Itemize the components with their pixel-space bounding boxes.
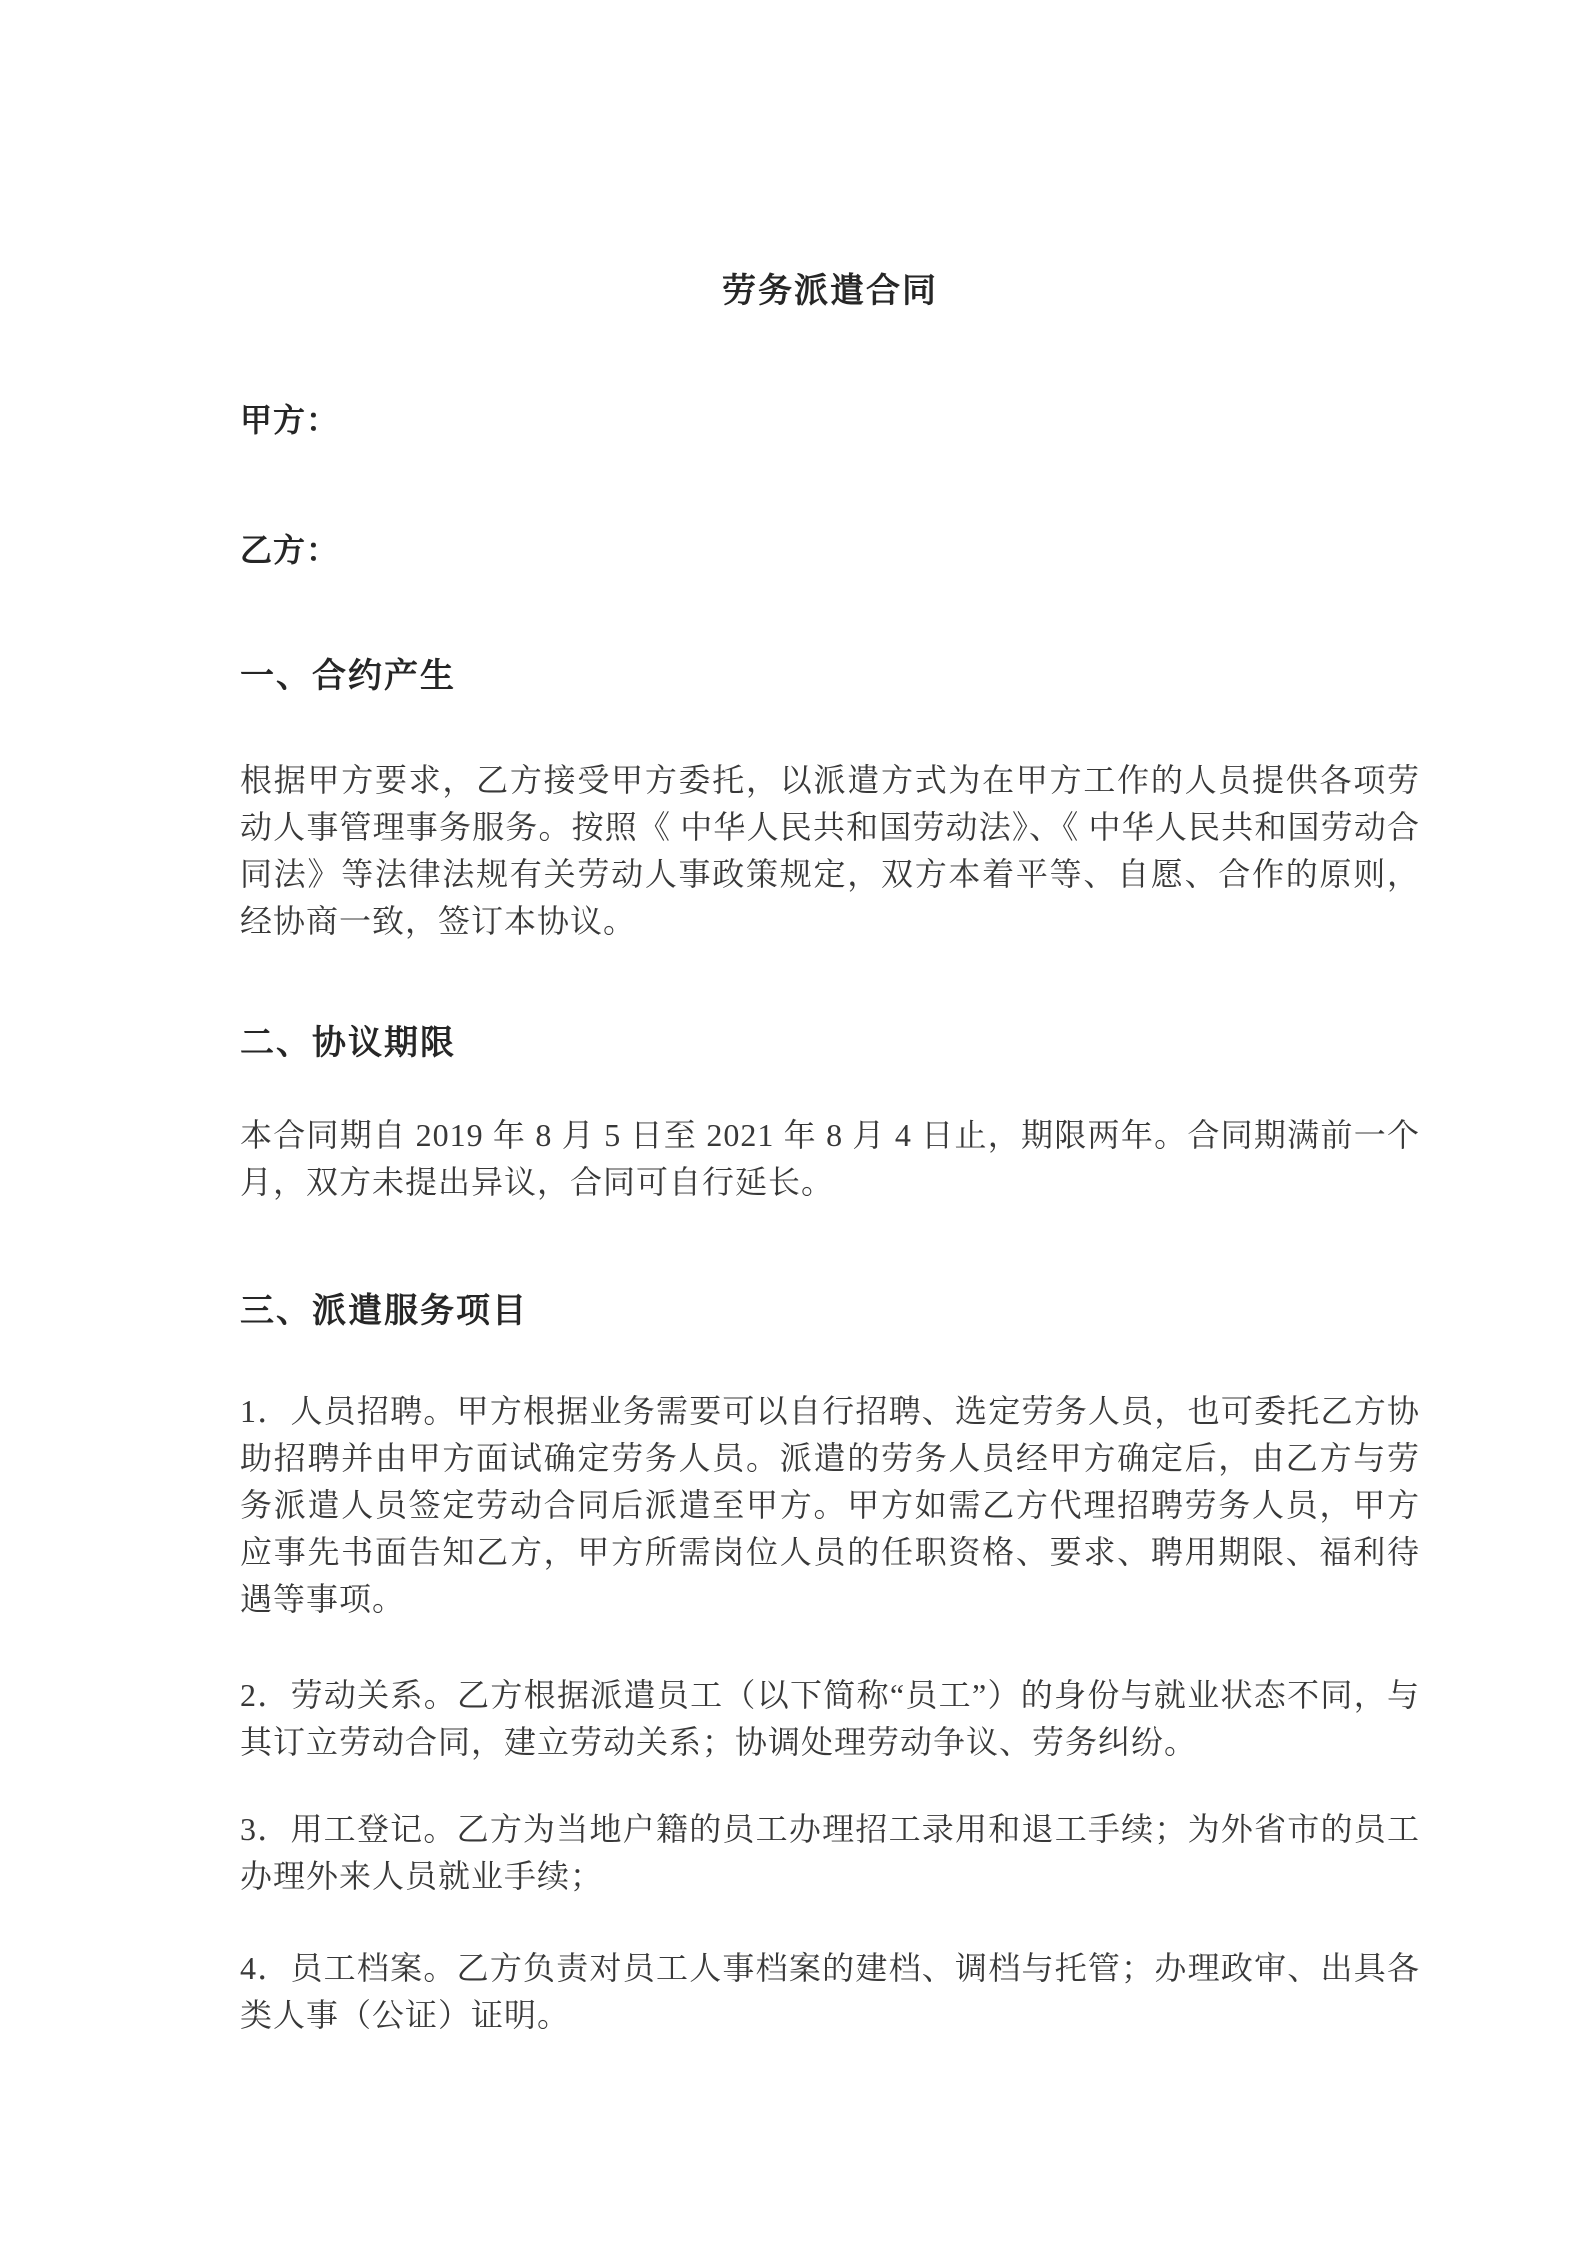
paragraph-item-labor-relations: 2．劳动关系。乙方根据派遣员工（以下简称“员工”）的身份与就业状态不同，与其订立劳动合同，建立劳动关系；协调处理劳动争议、劳务纠纷。 bbox=[240, 1677, 1420, 1760]
paragraph-item-recruitment: 1．人员招聘。甲方根据业务需要可以自行招聘、选定劳务人员，也可委托乙方协助招聘并由甲方面试确定劳务人员。派遣的劳务人员经甲方确定后，由乙方与劳务派遣人员签定劳动合同后派遣至甲方。甲方如需乙方代理招聘劳务人员，甲方应事先书面告知乙方，甲方所需岗位人员的任职资格、要求、聘用期限、福利待遇等事项。 bbox=[240, 1393, 1420, 1617]
section-heading-agreement-term: 二、协议期限 bbox=[240, 1025, 456, 1062]
party-b-label: 乙方： bbox=[240, 532, 340, 568]
paragraph-agreement-term: 本合同期自 2019 年 8 月 5 日至 2021 年 8 月 4 日止，期限两年。合同期满前一个月，双方未提出异议，合同可自行延长。 bbox=[240, 1117, 1420, 1200]
paragraph-item-employment-registration: 3．用工登记。乙方为当地户籍的员工办理招工录用和退工手续；为外省市的员工办理外来人员就业手续； bbox=[240, 1811, 1420, 1894]
document-title: 劳务派遣合同 bbox=[722, 273, 938, 310]
paragraph-item-personnel-files: 4．员工档案。乙方负责对员工人事档案的建档、调档与托管；办理政审、出具各类人事（公证）证明。 bbox=[240, 1950, 1420, 2033]
section-heading-dispatch-services: 三、派遣服务项目 bbox=[240, 1293, 528, 1330]
paragraph-contract-formation: 根据甲方要求，乙方接受甲方委托，以派遣方式为在甲方工作的人员提供各项劳动人事管理事务服务。按照《 中华人民共和国劳动法》、《 中华人民共和国劳动合同法》等法律法规有关劳动人事政策规定，双方本着平等、自愿、合作的原则，经协商一致，签订本协议。 bbox=[240, 762, 1420, 939]
section-heading-contract-formation: 一、合约产生 bbox=[240, 658, 456, 695]
party-a-label: 甲方： bbox=[240, 402, 340, 438]
